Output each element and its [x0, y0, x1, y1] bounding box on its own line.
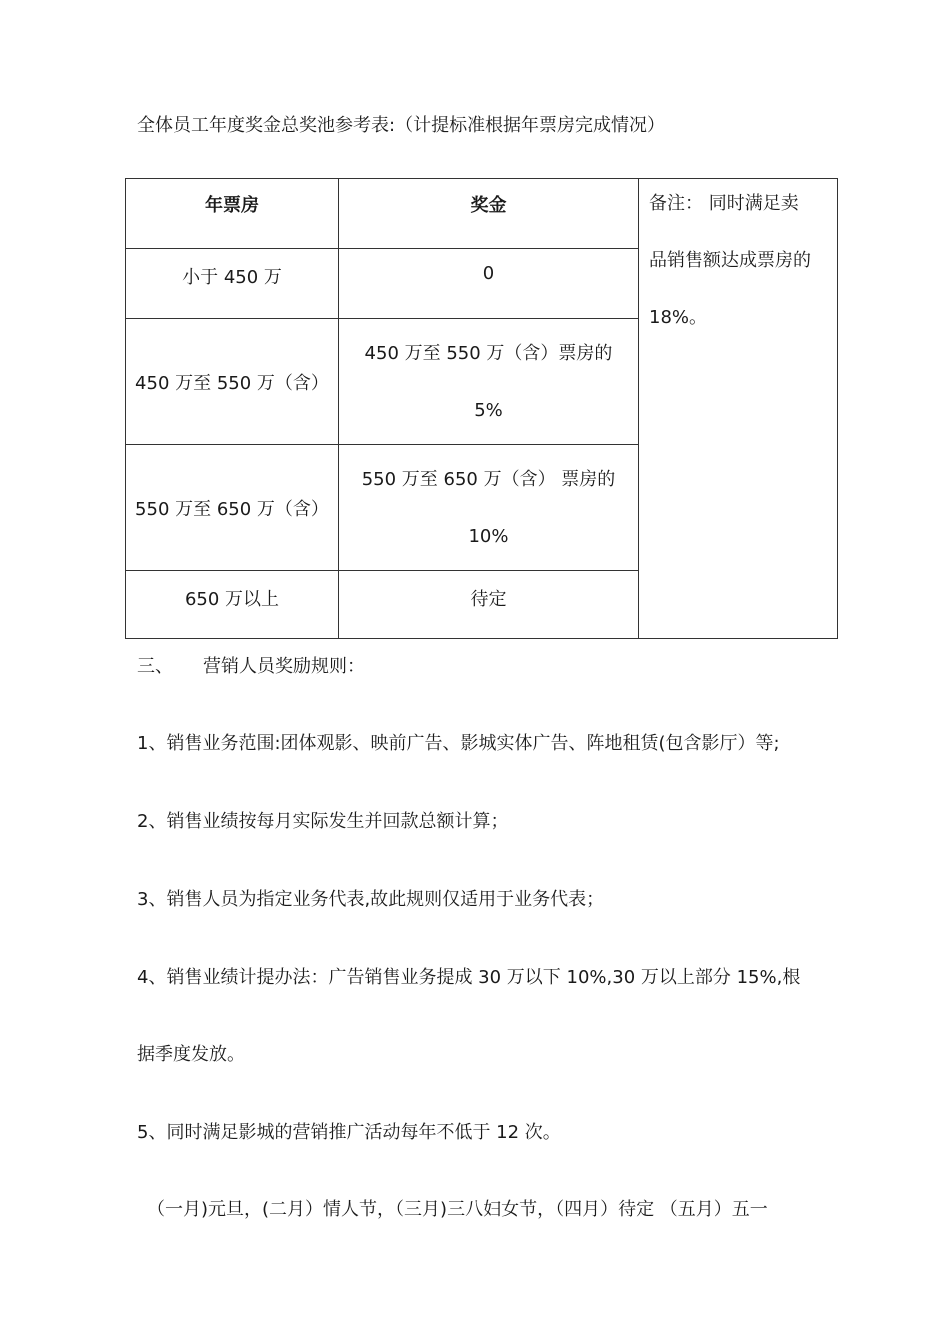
rule-paragraph-3: 3、销售人员为指定业务代表,故此规则仅适用于业务代表； [137, 889, 605, 910]
box-office-cell: 小于 450 万 [126, 249, 339, 319]
bonus-cell: 0 [339, 249, 639, 319]
rule-paragraph-4-continued: 据季度发放。 [137, 1044, 245, 1065]
bonus-cell [339, 445, 639, 571]
bonus-cell: 待定 [339, 571, 639, 639]
box-office-cell: 550 万至 650 万（含） [126, 445, 339, 571]
note-line-3: 18%。 [649, 307, 708, 328]
note-line-1: 备注： 同时满足卖 [649, 193, 799, 214]
note-line-2: 品销售额达成票房的 [649, 250, 811, 271]
header-box-office: 年票房 [126, 179, 339, 249]
bonus-cell-line-2: 10% [468, 525, 509, 547]
bonus-cell [339, 319, 639, 445]
rule-paragraph-2: 2、销售业绩按每月实际发生并回款总额计算； [137, 811, 509, 832]
box-office-cell: 650 万以上 [126, 571, 339, 639]
bonus-cell-line-2: 5% [474, 399, 503, 421]
monthly-events-paragraph: （一月)元旦，(二月）情人节，（三月)三八妇女节，（四月）待定 （五月）五一 [147, 1199, 768, 1220]
rule-paragraph-4: 4、销售业绩计提办法：广告销售业务提成 30 万以下 10%,30 万以上部分 15%,根 [137, 967, 801, 988]
table-title: 全体员工年度奖金总奖池参考表:（计提标准根据年票房完成情况） [137, 115, 666, 136]
section-title: 营销人员奖励规则： [203, 656, 365, 677]
bonus-cell-line-1: 450 万至 550 万（含）票房的 [364, 342, 613, 364]
bonus-cell-line-1: 550 万至 650 万（含） 票房的 [361, 468, 616, 490]
header-bonus: 奖金 [339, 179, 639, 249]
box-office-cell: 450 万至 550 万（含） [126, 319, 339, 445]
section-heading [137, 655, 365, 679]
table-note [639, 179, 838, 639]
bonus-pool-table [125, 178, 838, 639]
table-header-row [126, 179, 838, 249]
rule-paragraph-5: 5、同时满足影城的营销推广活动每年不低于 12 次。 [137, 1122, 561, 1143]
rule-paragraph-1: 1、销售业务范围:团体观影、映前广告、影城实体广告、阵地租赁(包含影厅）等; [137, 733, 780, 754]
section-number: 三、 [137, 656, 173, 677]
